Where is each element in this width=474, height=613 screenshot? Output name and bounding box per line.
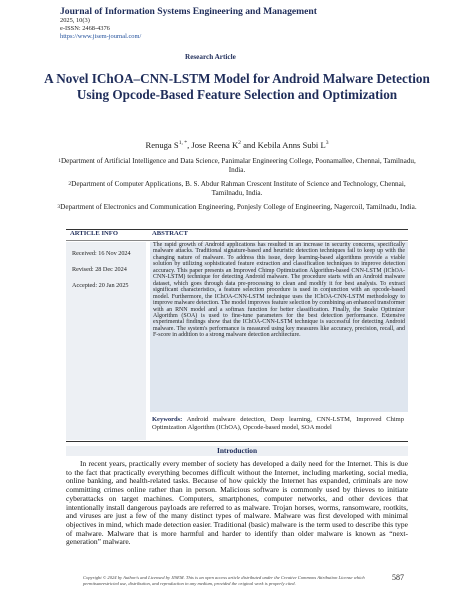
revised-date: Revised: 28 Dec 2024 (72, 266, 127, 273)
author-2-sup: 2 (238, 140, 241, 146)
divider-sub (66, 240, 408, 241)
paper-title: A Novel IChOA–CNN-LSTM Model for Android Malware Detection Using Opcode-Based Feature Selection and Optimization (44, 71, 430, 102)
keywords-text: Android malware detection, Deep learning, CNN-LSTM, Improved Chimp Optimization Algorithm (IChOA), Opcode-based model, SOA model (152, 416, 404, 431)
introduction-heading: Introduction (66, 446, 408, 456)
received-date: Received: 16 Nov 2024 (72, 250, 131, 257)
affiliation-2-sup: 2 (68, 181, 72, 187)
abstract-panel (150, 242, 408, 412)
abstract-text: The rapid growth of Android applications has resulted in an increase in security concerns, specifically malware attacks. Traditional signature-based and heuristic detection techniques fail to keep up with the changing nature of malware. To address this issue, deep learning-based algorithms provide a viable solution by utilizing sophisticated feature extraction and classification techniques to improve detection accuracy. This paper presents an Improved Chimp Optimization Algorithm-based CNN-LSTM (IChOA-CNN-LSTM) technique for detecting Android malware. The procedure starts with an Android malware dataset, which goes through data pre-processing to clean and modify it for best analysis. To extract significant characteristics, a feature selection procedure is used in conjunction with an opcode-based model. Furthermore, the IChOA-CNN-LSTM technique uses the IChOA-CNN-LSTM methodology to improve malware detection. The model improves feature selection by combining an enhanced transformer with an RNN model and a softmax function for better classification. Finally, the Snake Optimizer Algorithm (SOA) is used to fine-tune parameters for the best detection performance. Extensive experimental findings show that the IChOA-CNN-LSTM technique is successful for detecting Android malware. The system's performance is measured using key measures like accuracy, precision, recall, and F-score in addition to a strong malware detection architecture. (153, 242, 405, 339)
journal-header (60, 6, 440, 41)
page-number: 587 (392, 573, 404, 582)
journal-url-link[interactable]: https://www.jisem-journal.com/ (60, 33, 142, 40)
author-3-sup: 3 (325, 140, 329, 146)
journal-eissn: e-ISSN: 2468-4376 (60, 25, 110, 32)
affiliation-3-sup: 3 (57, 204, 61, 210)
author-2: , Jose Reena K (187, 140, 239, 150)
article-type: Research Article (185, 53, 236, 61)
introduction-paragraph: In recent years, practically every member of society has developed a daily need for the Internet. This is due to the fact that practically everything becomes difficult without the Internet, including marketing, social media, online banking, and health-related tasks. Because of how quickly the Internet has expanded, criminals are now committing crimes online rather than in person. Malicious software is commonly used by thieves to initiate cyberattacks on target machines. Computers, smartphones, computer networks, and other devices that intentionally install dangerous payloads are referred to as malware. Trojan horses, worms, ransomware, rootkits, and viruses are just a few of the many distinct types of malware. Malware was first developed with minimal objectives in mind, which made detection easier. Traditional (basic) malware is the term used to describe this type of malware. Malware that is more harmful and harder to identify than older malware is known as “next-generation” malware. (66, 459, 408, 547)
license-footer: Copyright © 2024 by Author/s and Licensed by JISEM. This is an open access article distributed under the Creative Commons Attribution License which permitsunrestricted use, distribution, and reproduction in any medium, provided the original work is properly cited. (83, 575, 365, 586)
affiliation-1-sup: 1 (58, 158, 61, 164)
affiliation-2-text: Department of Computer Applications, B. S. Abdur Rahman Crescent Institute of Science and Technology, Chennai, Tamilnadu, India. (71, 180, 406, 197)
author-1: Renuga S (145, 140, 179, 150)
affiliation-3 (55, 203, 419, 212)
article-info-heading: ARTICLE INFO (70, 230, 118, 237)
author-1-sup: 1, * (178, 140, 188, 146)
affiliation-2 (55, 180, 419, 198)
accepted-date: Accepted: 20 Jan 2025 (72, 282, 129, 289)
abstract-heading: ABSTRACT (152, 230, 188, 237)
keywords-label: Keywords: (152, 416, 183, 423)
affiliation-1-text: Department of Artificial Intelligence and Data Science, Panimalar Engineering College, Poonamallee, Chennai, Tamilnadu, India. (60, 157, 416, 174)
author-list (40, 140, 434, 150)
keywords (152, 416, 404, 432)
divider-bottom (66, 441, 408, 442)
affiliation-3-text: Department of Electronics and Communication Engineering, Ponjesly College of Engineering, Nagercoil, Tamilnadu, India. (60, 203, 417, 211)
author-3: and Kebila Anns Subi L (240, 140, 326, 150)
journal-name: Journal of Information Systems Engineering and Management (60, 6, 317, 17)
journal-issue: 2025, 10(3) (60, 17, 90, 24)
affiliation-1 (55, 157, 419, 175)
